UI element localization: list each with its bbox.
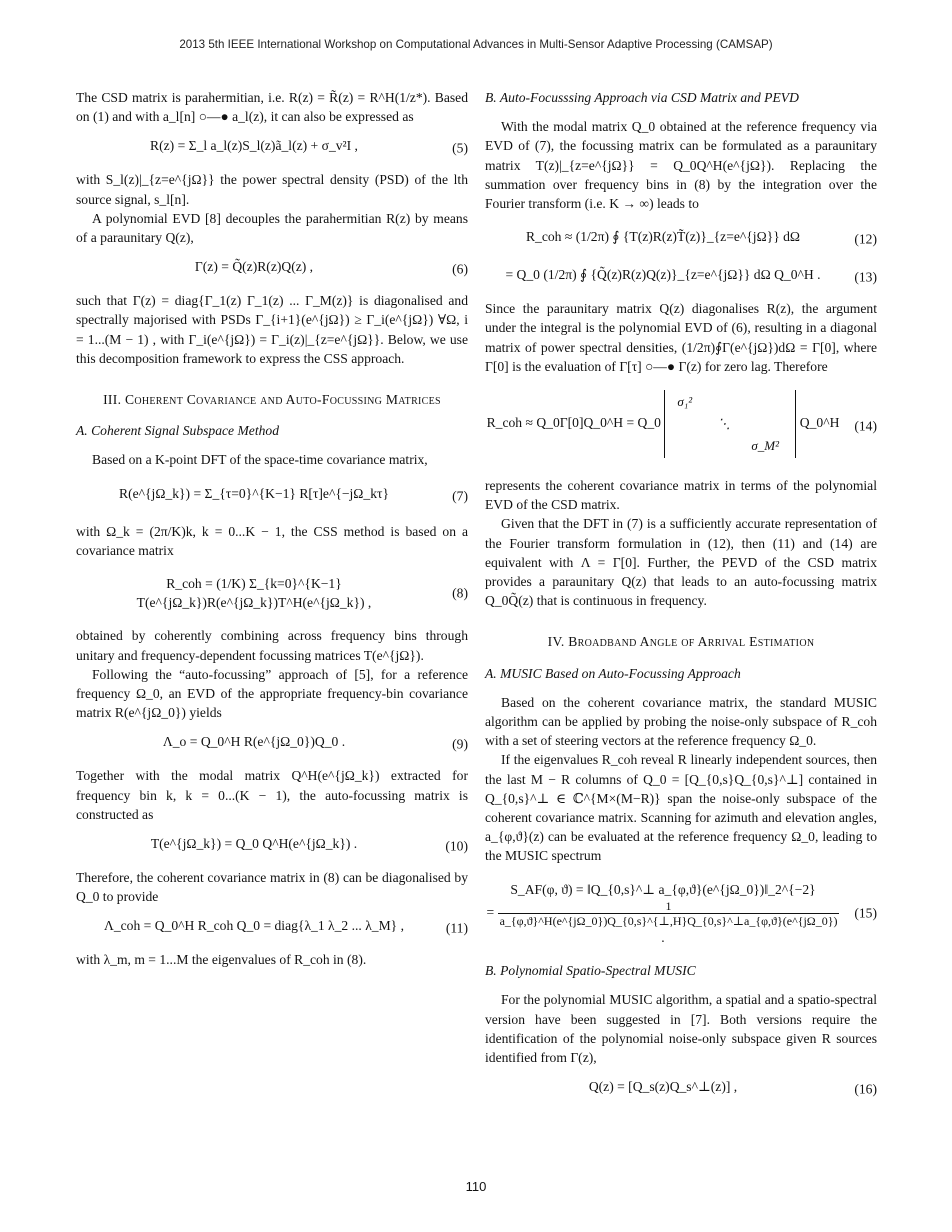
paragraph: Given that the DFT in (7) is a sufficiently accurate representation of the Fourier transform formulation in (12), then (11) and (14) are equivalent with Λ = Γ[0]. Further, the PEVD of the CSD matrix provides a paraunitary Q(z) that leads to an auto-focussing matrix Q_0Q̃(z) that is continuous in frequency.: [485, 516, 877, 609]
equation-body: R_coh = (1/K) Σ_{k=0}^{K−1} T(e^{jΩ_k})R(e^{jΩ_k})T^H(e^{jΩ_k}) ,: [136, 576, 372, 611]
equation-number: (5): [452, 140, 468, 156]
equation-body: Λ_o = Q_0^H R(e^{jΩ_0})Q_0 .: [162, 734, 346, 750]
subsection-heading: A. Coherent Signal Subspace Method: [76, 423, 279, 439]
paragraph: Following the “auto-focussing” approach of [5], for a reference frequency Ω_0, an EVD of the appropriate frequency-bin covariance matrix R(e^{jΩ_0}) yields: [76, 666, 468, 721]
page-number: 110: [465, 1179, 487, 1194]
running-header: 2013 5th IEEE International Workshop on Computational Advances in Multi-Sensor Adaptive Processing (CAMSAP): [179, 38, 773, 51]
matrix-entry-sigma1: σ₁²: [677, 394, 693, 410]
paragraph: A polynomial EVD [8] decouples the parahermitian R(z) by means of a paraunitary Q(z),: [76, 210, 468, 246]
equation-number: (11): [445, 920, 468, 936]
paragraph: represents the coherent covariance matrix in terms of the polynomial EVD of the CSD matrix.: [485, 478, 877, 513]
section-heading: III. Coherent Covariance and Auto-Focussing Matrices: [103, 392, 441, 408]
subsection-heading: B. Polynomial Spatio-Spectral MUSIC: [485, 963, 696, 979]
paragraph: For the polynomial MUSIC algorithm, a spatial and a spatio-spectral version have been suggested in [7]. Both versions require the identification of the polynomial noise-only subspace given R sources identified from Γ(z),: [485, 992, 877, 1065]
equation-body: = Q_0 (1/2π) ∮ {Q̃(z)R(z)Q(z)}_{z=e^{jΩ}} dΩ Q_0^H .: [505, 267, 821, 283]
equation-14: [485, 390, 877, 462]
equation-number: (7): [452, 488, 468, 504]
equation-number: (14): [854, 418, 877, 434]
equation-11: [76, 916, 468, 940]
equation-number: (8): [452, 585, 468, 601]
equation-12: [485, 227, 877, 251]
paragraph: The CSD matrix is parahermitian, i.e. R(z) = R̃(z) = R^H(1/z*). Based on (1) and with a_l[n] ○—● a_l(z), it can also be expressed as: [76, 90, 468, 125]
paragraph: Based on a K-point DFT of the space-time covariance matrix,: [92, 452, 428, 468]
equation-line-1: S_AF(φ, ϑ) = ‖Q_{0,s}^⊥ a_{φ,ϑ}(e^{jΩ_0})‖_2^{−2}: [510, 881, 816, 897]
fraction-denominator: a_{φ,ϑ}^H(e^{jΩ_0})Q_{0,s}^{⊥,H}Q_{0,s}^⊥a_{φ,ϑ}(e^{jΩ_0}): [499, 913, 838, 928]
matrix-entry-dots: ⋱: [717, 416, 731, 432]
paragraph: with Ω_k = (2π/K)k, k = 0...K − 1, the CSS method is based on a covariance matrix: [76, 523, 468, 558]
equation-body: R(e^{jΩ_k}) = Σ_{τ=0}^{K−1} R[τ]e^{−jΩ_kτ}: [119, 485, 389, 501]
section-heading: IV. Broadband Angle of Arrival Estimation: [547, 634, 815, 650]
diagonal-matrix: [664, 390, 796, 458]
equation-line-2: = $\frac{1}{a\_\{\varphi,ϑ\}\^{}H(e\^{}\{j\Omega\_0\})Q\_\{0,s\}\^{}\{\perp,H\}Q\_\{0,s\}\^{}\perp a\_\{\varphi,ϑ\}(e\^{}\{j\Omega\_0\})}$ .: [486, 898, 838, 945]
equation-13: [485, 265, 877, 289]
equation-body: R(z) = Σ_l a_l(z)S_l(z)ã_l(z) + σ_v²I ,: [150, 138, 358, 154]
paragraph: Since the paraunitary matrix Q(z) diagonalises R(z), the argument under the integral is the polynomial EVD of (6), resulting in a diagonal matrix of power spectral densities, (1/2π)∮Γ(e^{jΩ})dΩ = Γ[0], where Γ[0] is the evaluation of Γ[τ] ○—● Γ(z) for zero lag. Therefore: [485, 301, 877, 374]
equation-rhs: Q_0^H: [799, 415, 840, 431]
equation-number: (16): [854, 1081, 877, 1097]
subsection-heading: B. Auto-Focusssing Approach via CSD Matrix and PEVD: [485, 90, 799, 105]
equation-9: [76, 732, 468, 756]
equation-6: [76, 257, 468, 281]
subsection-heading: A. MUSIC Based on Auto-Focussing Approach: [485, 665, 741, 681]
paragraph: with λ_m, m = 1...M the eigenvalues of R_coh in (8).: [76, 952, 367, 968]
equation-number: (6): [452, 261, 468, 277]
equation-body: [485, 390, 877, 458]
paragraph: with S_l(z)|_{z=e^{jΩ}} the power spectral density (PSD) of the lth source signal, s_l[n].: [76, 172, 468, 207]
equation-16: [485, 1077, 877, 1101]
paragraph: Together with the modal matrix Q^H(e^{jΩ_k}) extracted for frequency bin k, k = 0...(K − 1), the auto-focussing matrix is constructed as: [76, 768, 468, 822]
equation-lhs: R_coh ≈ Q_0Γ[0]Q_0^H = Q_0: [486, 415, 661, 431]
paragraph: Therefore, the coherent covariance matrix in (8) can be diagonalised by Q_0 to provide: [76, 870, 468, 905]
equation-body: Q(z) = [Q_s(z)Q_s^⊥(z)] ,: [588, 1079, 738, 1095]
equation-10: [76, 834, 468, 858]
equation-number: (15): [854, 905, 877, 921]
left-column: [76, 88, 468, 970]
equation-number: (13): [854, 269, 877, 285]
paragraph: If the eigenvalues R_coh reveal R linearly independent sources, then the last M − R columns of Q_0 = [Q_{0,s}Q_{0,s}^⊥] contained in Q_{0,s}^⊥ ∈ ℂ^{M×(M−R)} span the noise-only subspace of the coherent covariance matrix. Scanning for azimuth and elevation angles, a_{φ,ϑ}(z) can be evaluated at the reference frequency Ω_0, leading to the MUSIC spectrum: [485, 752, 877, 864]
equation-body: Γ(z) = Q̃(z)R(z)Q(z) ,: [194, 259, 314, 275]
equation-7: [76, 484, 468, 508]
paragraph: With the modal matrix Q_0 obtained at the reference frequency via EVD of (7), the focussing matrix can be formulated as a paraunitary matrix T(z)|_{z=e^{jΩ}} = Q_0Q^H(e^{jΩ}). Replacing the summation over frequency bins in (8) by the integration over the Fourier transform (i.e. K → ∞) leads to: [485, 119, 877, 212]
paragraph: such that Γ(z) = diag{Γ_1(z) Γ_1(z) ... Γ_M(z)} is diagonalised and spectrally majorised with PSDs Γ_{i+1}(e^{jΩ}) ≥ Γ_i(e^{jΩ}) ∀Ω, i = 1...(M − 1) , with Γ_i(e^{jΩ}) = Γ_i(z)|_{z=e^{jΩ}}. Below, we use this decomposition framework to express the CSS approach.: [76, 293, 468, 366]
equation-body: [485, 880, 877, 947]
paragraph: obtained by coherently combining across frequency bins through unitary and frequency-dependent focussing matrices T(e^{jΩ}).: [76, 628, 468, 663]
equation-number: (9): [452, 736, 468, 752]
equation-15: [485, 880, 877, 947]
equation-body: R_coh ≈ (1/2π) ∮ {T(z)R(z)T̃(z)}_{z=e^{jΩ}} dΩ: [525, 229, 801, 245]
equation-8: [76, 574, 468, 612]
equation-number: (12): [854, 231, 877, 247]
equation-body: Λ_coh = Q_0^H R_coh Q_0 = diag{λ_1 λ_2 ... λ_M} ,: [104, 918, 404, 934]
equation-body: T(e^{jΩ_k}) = Q_0 Q^H(e^{jΩ_k}) .: [150, 836, 358, 852]
matrix-entry-sigmaM: σ_M²: [751, 438, 780, 454]
paragraph: Based on the coherent covariance matrix, the standard MUSIC algorithm can be applied by probing the noise-only subspace of R_coh with a set of steering vectors at the reference frequency Ω_0.: [485, 694, 877, 749]
right-column: [485, 88, 877, 1111]
equation-number: (10): [445, 838, 468, 854]
fraction-numerator: 1: [498, 899, 840, 914]
equation-5: [76, 136, 468, 160]
fraction: [498, 899, 840, 928]
